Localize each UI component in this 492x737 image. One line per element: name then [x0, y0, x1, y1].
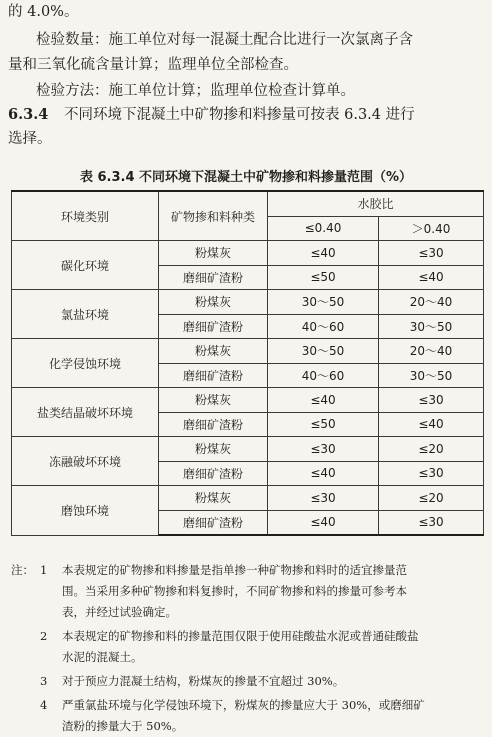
note-line: 本表规定的矿物掺和料的掺量范围仅限于使用硅酸盐水泥或普通硅酸盐	[62, 629, 419, 643]
mineral-cell: 磨细矿渣粉	[159, 510, 268, 535]
env-cell: 磨蚀环境	[12, 486, 159, 536]
value-cell: 30～50	[379, 314, 484, 339]
mineral-cell: 磨细矿渣粉	[159, 461, 268, 486]
note-line: 对于预应力混凝土结构，粉煤灰的掺量不宜超过 30%。	[62, 674, 345, 688]
env-cell: 冻融破坏环境	[12, 437, 159, 486]
note-line: 严重氯盐环境与化学侵蚀环境下，粉煤灰的掺量应大于 30%，或磨细矿	[62, 698, 425, 712]
header-mineral: 矿物掺和料种类	[159, 191, 268, 241]
table-row	[12, 388, 484, 413]
header-wb-high: ＞0.40	[379, 216, 484, 241]
mineral-cell: 磨细矿渣粉	[159, 412, 268, 437]
header-water-binder: 水胶比	[268, 191, 484, 216]
clause-number: 6.3.4	[8, 106, 49, 123]
mineral-cell: 磨细矿渣粉	[159, 363, 268, 388]
table-caption: 表 6.3.4 不同环境下混凝土中矿物掺和料掺量范围（%）	[79, 170, 413, 185]
mineral-cell: 粉煤灰	[159, 486, 268, 511]
mineral-cell: 粉煤灰	[159, 290, 268, 315]
note-line: 渣粉的掺量大于 50%。	[62, 719, 184, 733]
value-cell: ≤30	[379, 241, 484, 266]
value-cell: 30～50	[379, 363, 484, 388]
mineral-cell: 粉煤灰	[159, 241, 268, 266]
value-cell: ≤40	[268, 241, 379, 266]
value-cell: ≤40	[268, 388, 379, 413]
value-cell: ≤30	[379, 388, 484, 413]
value-cell: ≤40	[379, 265, 484, 290]
header-env: 环境类别	[12, 191, 159, 241]
table-row	[12, 437, 484, 462]
table-row	[12, 339, 484, 364]
env-cell: 盐类结晶破坏环境	[12, 388, 159, 437]
table-row	[12, 486, 484, 511]
value-cell: ≤30	[268, 486, 379, 511]
clause-text-line-1: 不同环境下混凝土中矿物掺和料掺量可按表 6.3.4 进行	[64, 107, 415, 123]
value-cell: ≤40	[379, 412, 484, 437]
mineral-cell: 粉煤灰	[159, 388, 268, 413]
note-number: 1	[40, 563, 48, 577]
table-row	[12, 290, 484, 315]
note-number: 2	[40, 629, 48, 643]
table-row	[12, 241, 484, 266]
note-number: 3	[40, 674, 48, 688]
value-cell: ≤30	[268, 437, 379, 462]
value-cell: ≤20	[379, 437, 484, 462]
value-cell: ≤40	[268, 461, 379, 486]
value-cell: ≤50	[268, 265, 379, 290]
mineral-cell: 粉煤灰	[159, 339, 268, 364]
mineral-cell: 粉煤灰	[159, 437, 268, 462]
mineral-cell: 磨细矿渣粉	[159, 265, 268, 290]
notes-label: 注：	[11, 563, 34, 577]
paragraph-line-2: 检验数量：施工单位对每一混凝土配合比进行一次氯离子含	[36, 32, 413, 48]
value-cell: ≤40	[268, 510, 379, 535]
env-cell: 化学侵蚀环境	[12, 339, 159, 388]
value-cell: 20～40	[379, 339, 484, 364]
env-cell: 氯盐环境	[12, 290, 159, 339]
value-cell: 40～60	[268, 314, 379, 339]
header-wb-low: ≤0.40	[268, 216, 379, 241]
value-cell: ≤30	[379, 461, 484, 486]
value-cell: 20～40	[379, 290, 484, 315]
value-cell: 30～50	[268, 339, 379, 364]
mineral-cell: 磨细矿渣粉	[159, 314, 268, 339]
value-cell: 30～50	[268, 290, 379, 315]
clause-text-line-2: 选择。	[8, 131, 52, 147]
paragraph-line-1: 的 4.0%。	[8, 4, 79, 20]
note-line: 围。当采用多种矿物掺和料复掺时，不同矿物掺和料的掺量可参考本	[62, 584, 407, 598]
note-line: 表，并经过试验确定。	[62, 605, 177, 619]
note-number: 4	[40, 698, 48, 712]
value-cell: 40～60	[268, 363, 379, 388]
note-line: 水泥的混凝土。	[62, 650, 143, 664]
value-cell: ≤50	[268, 412, 379, 437]
env-cell: 碳化环境	[12, 241, 159, 290]
paragraph-line-4: 检验方法：施工单位计算；监理单位检查计算单。	[36, 83, 355, 99]
value-cell: ≤20	[379, 486, 484, 511]
table-header-row	[12, 191, 484, 216]
note-line: 本表规定的矿物掺和料掺量是指单掺一种矿物掺和料时的适宜掺量范	[62, 563, 407, 577]
mineral-admixture-table	[11, 190, 484, 536]
paragraph-line-3: 量和三氧化硫含量计算；监理单位全部检查。	[8, 57, 298, 73]
value-cell: ≤30	[379, 510, 484, 535]
